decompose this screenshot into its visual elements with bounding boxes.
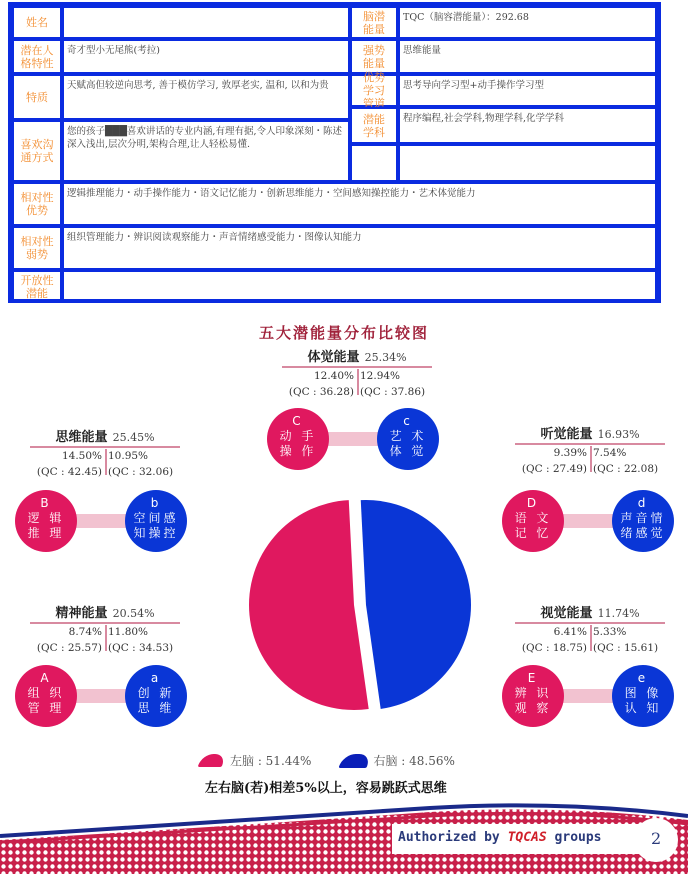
energy-group (515, 602, 665, 657)
right-percent: 12.94% (360, 370, 401, 382)
chart-title: 五大潜能量分布比较图 (258, 324, 429, 342)
right-qc: (QC : 37.86) (360, 386, 426, 398)
field-label: 脑潜能量 (350, 6, 398, 39)
left-brain-swatch-icon (198, 754, 227, 767)
right-brain-circle: a 创 新 思 维 (125, 665, 187, 727)
right-percent: 10.95% (108, 450, 149, 462)
legend-right: 右脑 : 48.56% (373, 754, 455, 768)
energy-name: 体觉能量 (307, 350, 360, 365)
left-brain-circle: E 辨 识 观 察 (502, 665, 564, 727)
field-label: 开放性潜能 (12, 270, 62, 303)
field-label: 强势能量 (350, 39, 398, 74)
right-qc: (QC : 15.61) (593, 642, 659, 654)
energy-name: 思维能量 (55, 430, 108, 445)
energy-group (515, 423, 665, 478)
field-label: 优势学习管道 (350, 74, 398, 107)
field-value: 逻辑推理能力・动手操作能力・语文记忆能力・创新思维能力・空间感知操控能力・艺术体觉能力 (62, 182, 657, 226)
right-brain-circle: c 艺 术 体 觉 (377, 408, 439, 470)
left-brain-circle: B 逻 辑 推 理 (15, 490, 77, 552)
field-value: 您的孩子███喜欢讲话的专业内涵,有理有据,令人印象深刻・陈述深入浅出,层次分明,架构合理,让人轻松易懂. (62, 120, 350, 182)
left-qc: (QC : 18.75) (521, 642, 587, 654)
right-brain-circle: d 声音情 绪感觉 (612, 490, 674, 552)
field-label: 姓名 (12, 6, 62, 39)
energy-percent: 11.74% (597, 607, 640, 620)
energy-name: 视觉能量 (540, 606, 593, 621)
energy-group (30, 426, 180, 481)
brain-pie-chart (240, 490, 480, 730)
left-qc: (QC : 25.57) (36, 642, 102, 654)
energy-percent: 20.54% (112, 607, 155, 620)
left-qc: (QC : 42.45) (36, 466, 102, 478)
energy-group (30, 602, 180, 657)
energy-name: 听觉能量 (540, 427, 593, 442)
field-value: 奇才型小无尾熊(考拉) (62, 39, 350, 74)
field-value: 程序编程,社会学科,物理学科,化学学科 (398, 107, 657, 144)
field-value: 天赋高但较逆向思考, 善于模仿学习, 敦厚老实, 温和, 以和为贵 (62, 74, 350, 120)
field-value (62, 270, 657, 303)
brand-logo: TQCAS (507, 830, 547, 845)
field-label: 潜能学科 (350, 107, 398, 144)
field-value: 组织管理能力・辨识阅读观察能力・声音情绪感受能力・图像认知能力 (62, 226, 657, 270)
field-value: TQC（脑容潜能量）：292.68 (398, 6, 657, 39)
left-brain-circle: A 组 织 管 理 (15, 665, 77, 727)
field-value: 思维能量 (398, 39, 657, 74)
field-label: 喜欢沟通方式 (12, 120, 62, 182)
pie-slice-left-brain (249, 500, 369, 710)
divider (30, 622, 180, 624)
energy-percent: 25.34% (364, 351, 407, 364)
divider (515, 443, 665, 445)
left-brain-circle: C 动 手 操 作 (267, 408, 329, 470)
footer-authorized: Authorized by TQCAS groups (398, 830, 602, 845)
left-qc: (QC : 27.49) (521, 463, 587, 475)
energy-name: 精神能量 (55, 606, 108, 621)
left-percent: 8.74% (68, 626, 102, 638)
left-percent: 6.41% (553, 626, 587, 638)
field-value (62, 6, 350, 39)
left-qc: (QC : 36.28) (288, 386, 354, 398)
left-brain-circle: D 语 文 记 忆 (502, 490, 564, 552)
field-value (398, 144, 657, 182)
left-percent: 9.39% (553, 447, 587, 459)
field-label: 相对性优势 (12, 182, 62, 226)
right-percent: 7.54% (593, 447, 627, 459)
conclusion-text: 左右脑(若)相差5%以上，容易跳跃式思维 (205, 781, 447, 796)
legend-left: 左脑 : 51.44% (230, 754, 312, 768)
right-qc: (QC : 32.06) (108, 466, 174, 478)
right-qc: (QC : 34.53) (108, 642, 174, 654)
right-brain-swatch-icon (339, 754, 372, 768)
field-value: 思考导向学习型+动手操作学习型 (398, 74, 657, 107)
pie-slice-right-brain (361, 500, 471, 709)
left-percent: 14.50% (61, 450, 102, 462)
divider (515, 622, 665, 624)
field-label: 特质 (12, 74, 62, 120)
energy-group (282, 346, 432, 401)
left-percent: 12.40% (313, 370, 354, 382)
pie-legend (200, 752, 455, 769)
right-brain-circle: e 图 像 认 知 (612, 665, 674, 727)
energy-percent: 25.45% (112, 431, 155, 444)
right-qc: (QC : 22.08) (593, 463, 659, 475)
right-brain-circle: b 空间感 知操控 (125, 490, 187, 552)
divider (282, 366, 432, 368)
energy-percent: 16.93% (597, 428, 640, 441)
field-label: 相对性弱势 (12, 226, 62, 270)
page-number: 2 (651, 829, 662, 848)
field-label (350, 144, 398, 182)
right-percent: 5.33% (593, 626, 627, 638)
right-percent: 11.80% (108, 626, 149, 638)
profile-table (8, 2, 661, 303)
divider (30, 446, 180, 448)
field-label: 潜在人格特性 (12, 39, 62, 74)
